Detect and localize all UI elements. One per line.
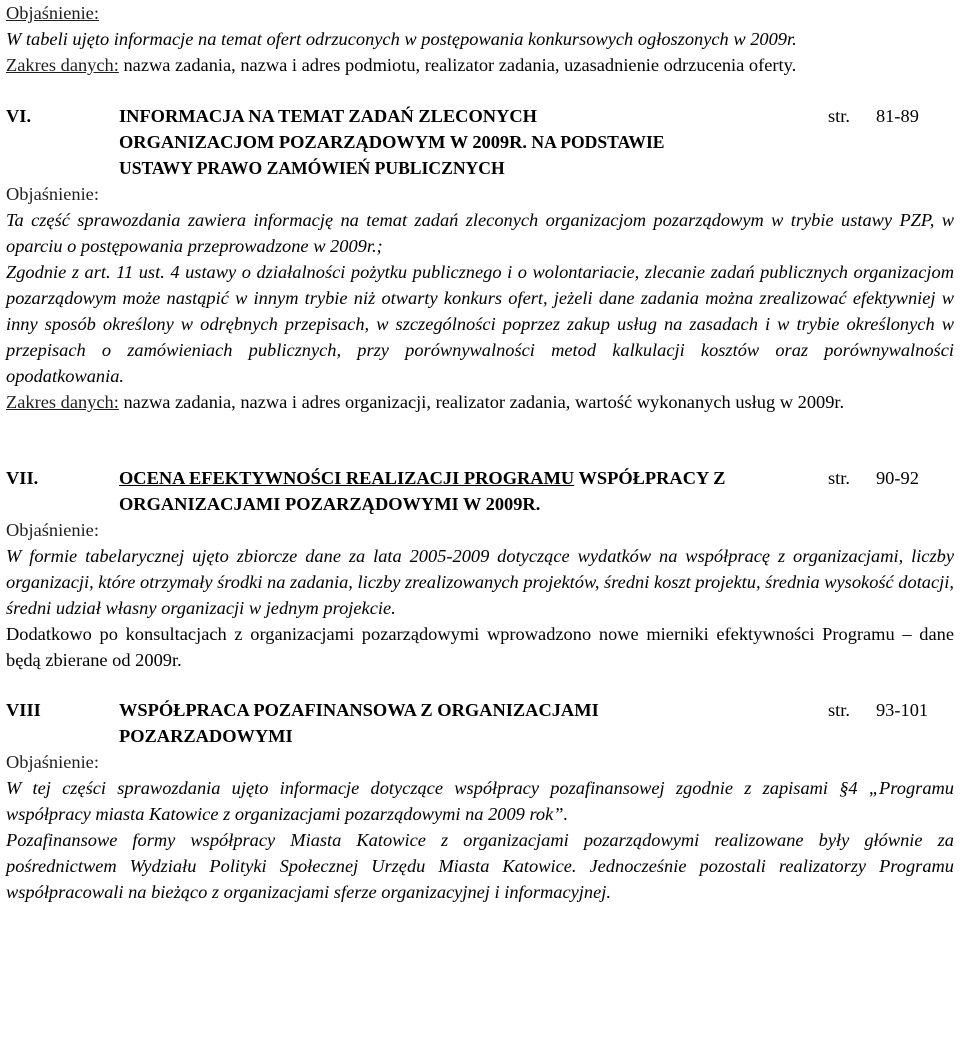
section-vi-title-line2b: NA PODSTAWIE [527, 132, 665, 152]
section-viii-explanation-label: Objaśnienie: [6, 752, 99, 772]
intro-explanation-label: Objaśnienie: [6, 3, 99, 23]
section-vii-pages [828, 465, 919, 491]
section-vi-para2 [6, 259, 954, 389]
section-vi-title-line3: USTAWY PRAWO ZAMÓWIEŃ PUBLICZNYCH [119, 158, 505, 178]
section-vi-para2-rest: 4 ustawy o działalności pożytku publicznego i o wolontariacie, zlecanie zadań publicznych organizacjom pozarządowym może nastąpić w innym trybie niż otwarty konkurs ofert, jeżeli dane zadania można zrealizować efektywniej w inny sposób określony w odrębnych przepisach, w szczególności poprzez zakup usług na zasadach i w trybie określonych w przepisach o zamówieniach publicznych, przy porównywalności metod kalkulacji kosztów oraz porównywalności opodatkowania. [6, 262, 954, 386]
section-viii [6, 697, 954, 749]
section-vi-str-label: str. [828, 106, 850, 126]
section-vi-title-line2a: ORGANIZACJOM POZARZĄDOWYM W 2009R. [119, 132, 528, 152]
section-viii-para1: W tej części sprawozdania ujęto informacje dotyczące współpracy pozafinansowej zgodnie z zapisami §4 „Programu współpracy miasta Katowice z organizacjami pozarządowymi na 2009 rok”. [6, 778, 954, 824]
section-vi-para1: Ta część sprawozdania zawiera informację na temat zadań zleconych organizacjom pozarządowym w trybie ustawy PZP, w oparciu o postępowania przeprowadzone w 2009r.; [6, 210, 954, 256]
section-viii-number: VIII [6, 700, 41, 720]
intro-scope-label: Zakres danych: [6, 55, 119, 75]
section-vii-para2: Dodatkowo po konsultacjach z organizacjami pozarządowymi wprowadzono nowe mierniki efektywności Programu – dane będą zbierane od 2009r. [6, 624, 954, 670]
section-vi-scope [6, 389, 954, 415]
intro-block [6, 0, 954, 78]
section-vi-explanation-label: Objaśnienie: [6, 184, 99, 204]
section-vii-title [119, 465, 749, 517]
section-vii-title-line1: OCENA EFEKTYWNOŚCI REALIZACJI PROGRAMU [119, 468, 575, 488]
intro-scope [6, 52, 954, 78]
section-vii-number: VII. [6, 468, 39, 488]
section-viii-title: WSPÓŁPRACA POZAFINANSOWA Z ORGANIZACJAMI POZARZADOWYMI [119, 700, 599, 746]
section-viii-pages [828, 697, 928, 723]
section-vii-title-line2: WSPÓŁPRACY Z ORGANIZACJAMI POZARZĄDOWYMI W 2009R. [119, 468, 726, 514]
section-vi [6, 103, 954, 181]
section-vi-title-line2 [119, 129, 809, 155]
section-vi-title [119, 103, 809, 181]
section-viii-page-range: 93-101 [875, 700, 929, 720]
section-vi-para2-italic: Zgodnie z art. 11 ust. [6, 262, 165, 282]
section-vi-title-line1: INFORMACJA NA TEMAT ZADAŃ ZLECONYCH [119, 106, 537, 126]
section-vi-number: VI. [6, 106, 32, 126]
section-vi-scope-label: Zakres danych: [6, 392, 119, 412]
document-page [6, 0, 954, 905]
section-vi-scope-text: nazwa zadania, nazwa i adres organizacji, realizator zadania, wartość wykonanych usług w 2009r. [118, 392, 845, 412]
section-vii-explanation-label: Objaśnienie: [6, 520, 99, 540]
section-viii-para2: Pozafinansowe formy współpracy Miasta Katowice z organizacjami pozarządowymi realizowane były głównie za pośrednictwem Wydziału Polityki Społecznej Urzędu Miasta Katowice. Jednocześnie pozostali realizatorzy Programu współpracowali na bieżąco z organizacjami sferze organizacyjnej i informacyjnej. [6, 830, 954, 902]
section-viii-str-label: str. [828, 700, 850, 720]
section-vii [6, 465, 954, 517]
intro-scope-text: nazwa zadania, nazwa i adres podmiotu, realizator zadania, uzasadnienie odrzucenia oferty. [118, 55, 797, 75]
section-vi-pages [828, 103, 919, 129]
section-vii-str-label: str. [828, 468, 850, 488]
intro-text: W tabeli ujęto informacje na temat ofert odrzuconych w postępowania konkursowych ogłoszonych w 2009r. [6, 29, 797, 49]
section-vii-page-range: 90-92 [875, 468, 919, 488]
section-vi-page-range: 81-89 [875, 106, 919, 126]
section-vii-para1: W formie tabelarycznej ujęto zbiorcze dane za lata 2005-2009 dotyczące wydatków na współpracę z organizacjami, liczby organizacji, które otrzymały środki na zadania, liczby zrealizowanych projektów, średni koszt projektu, średnia wysokość dotacji, średni udział własny organizacji w jednym projekcie. [6, 546, 954, 618]
